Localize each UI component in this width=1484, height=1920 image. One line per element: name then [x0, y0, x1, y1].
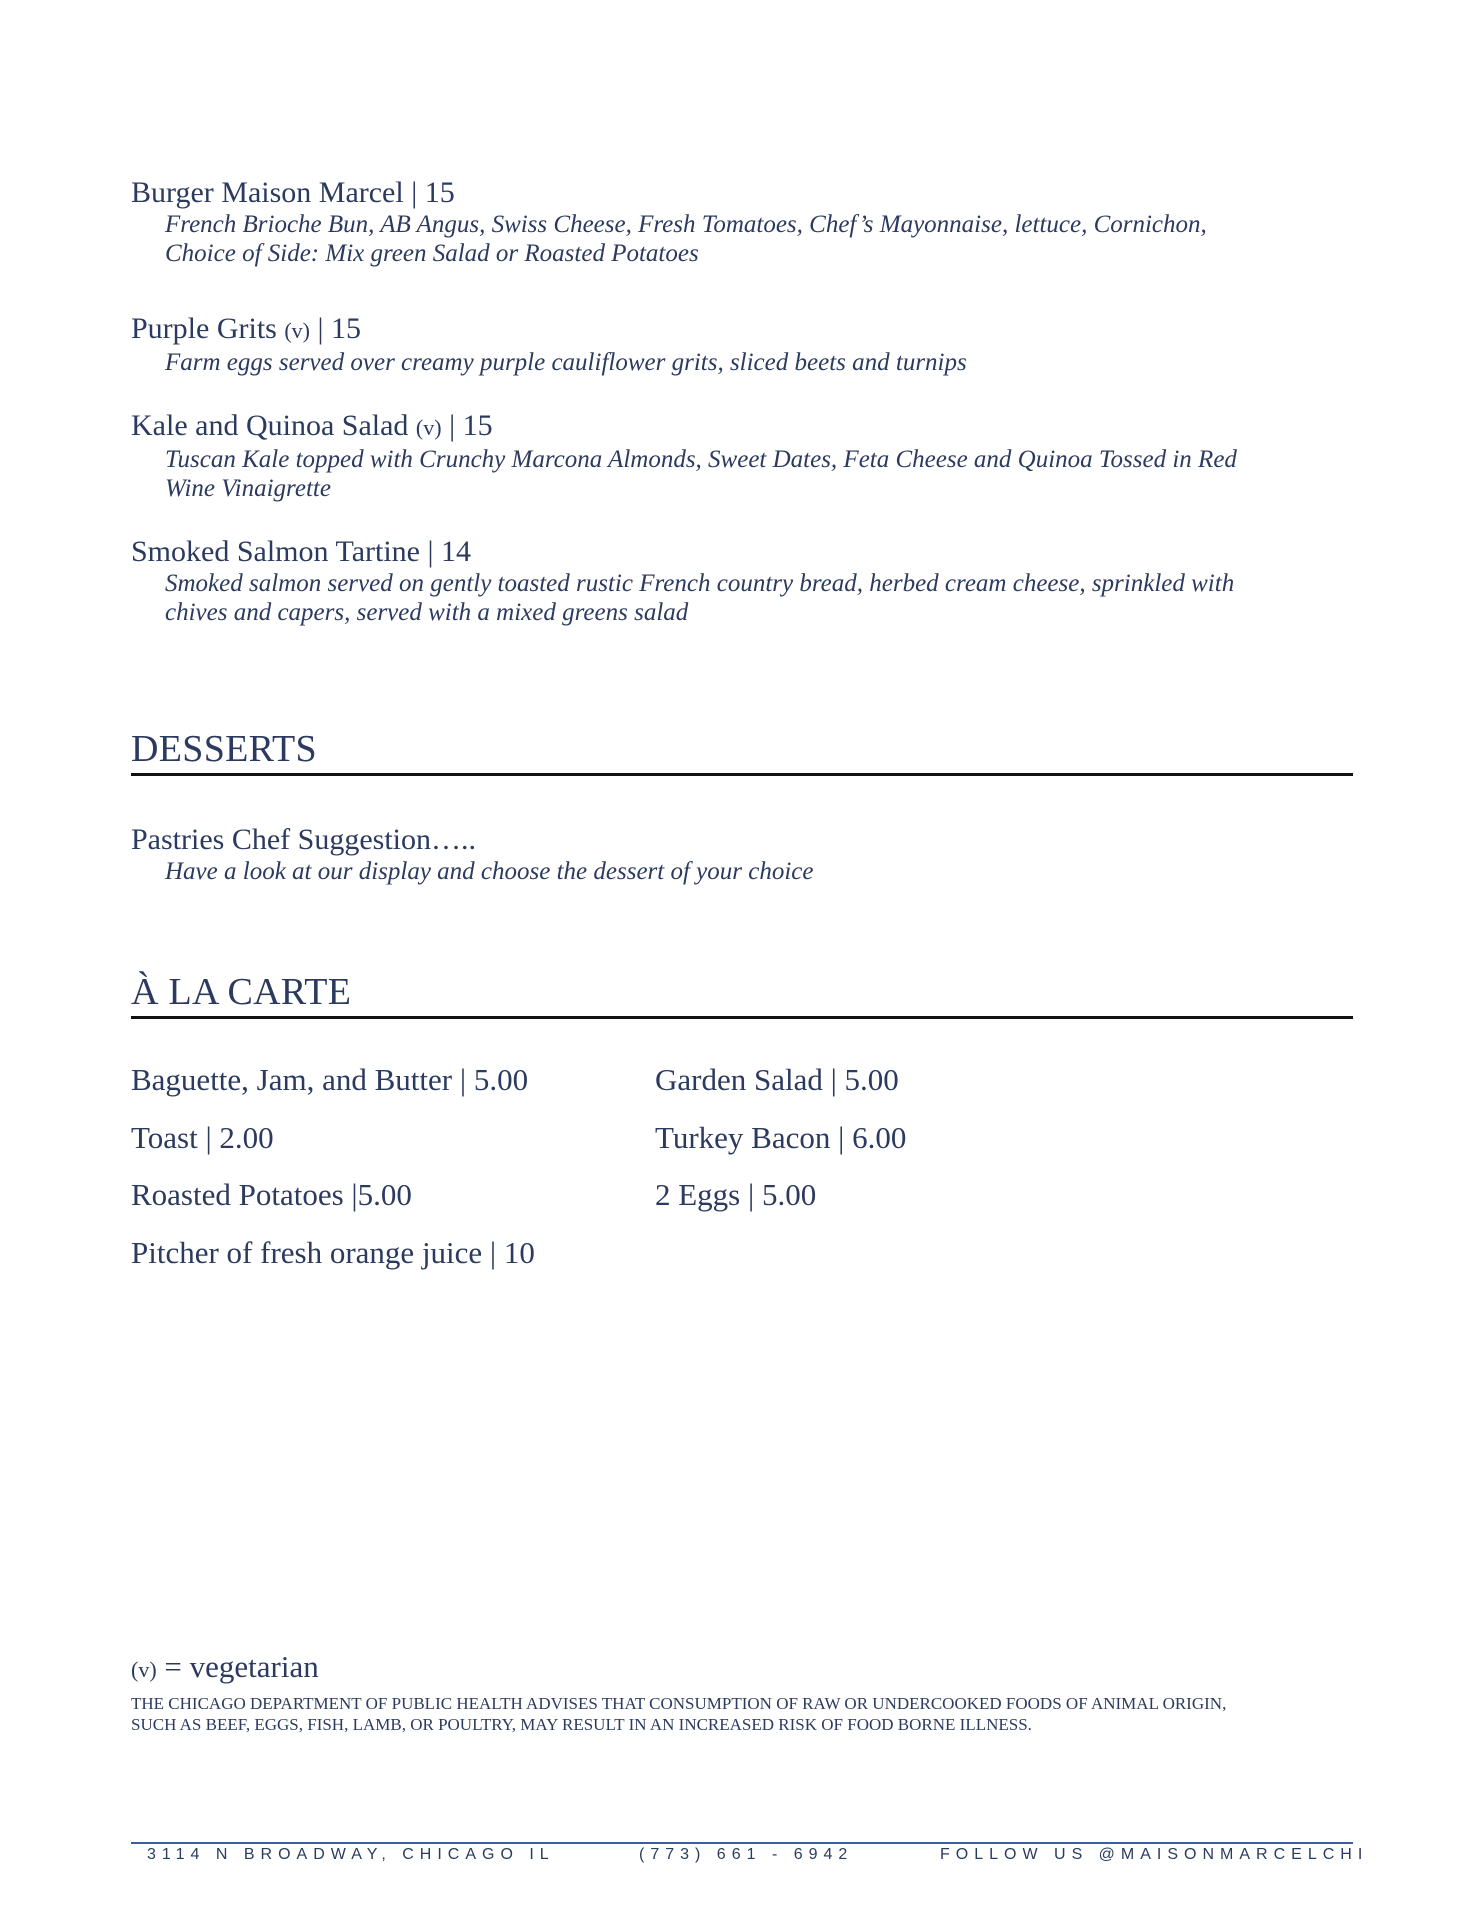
- menu-item-description: [165, 210, 1353, 268]
- menu-item-pastries: [131, 823, 1353, 886]
- legend-text: = vegetarian: [156, 1649, 319, 1684]
- alacarte-item: Garden Salad | 5.00: [655, 1062, 899, 1097]
- advisory-line: SUCH AS BEEF, EGGS, FISH, LAMB, OR POULTRY, MAY RESULT IN AN INCREASED RISK OF FOOD BORNE ILLNESS.: [131, 1715, 1032, 1734]
- menu-page: [131, 0, 1369, 1920]
- menu-item-title: [131, 535, 1353, 569]
- menu-item-smoked-salmon-tartine: [131, 535, 1353, 627]
- menu-item-purple-grits: [131, 312, 1353, 377]
- menu-item-name: Purple Grits: [131, 312, 285, 345]
- menu-item-description: [165, 348, 1353, 377]
- description-line: Smoked salmon served on gently toasted rustic French country bread, herbed cream cheese, sprinkled with: [165, 570, 1235, 597]
- desserts-heading: DESSERTS: [131, 727, 1353, 776]
- description-line: chives and capers, served with a mixed greens salad: [165, 599, 689, 626]
- description-line: Wine Vinaigrette: [165, 475, 331, 502]
- description-line: French Brioche Bun, AB Angus, Swiss Cheese, Fresh Tomatoes, Chef’s Mayonnaise, lettuce, Cornichon,: [165, 211, 1207, 238]
- footer-phone: (773) 661 - 6942: [639, 1846, 854, 1863]
- menu-item-price: | 14: [419, 535, 471, 568]
- description-line: Have a look at our display and choose the dessert of your choice: [165, 858, 814, 885]
- menu-item-description: [165, 445, 1353, 503]
- menu-item-price: | 15: [403, 176, 455, 209]
- alacarte-item: Roasted Potatoes |5.00: [131, 1177, 412, 1212]
- menu-item-description: [165, 569, 1353, 627]
- advisory-line: THE CHICAGO DEPARTMENT OF PUBLIC HEALTH ADVISES THAT CONSUMPTION OF RAW OR UNDERCOOKED FOODS OF ANIMAL ORIGIN,: [131, 1694, 1227, 1713]
- alacarte-item: 2 Eggs | 5.00: [655, 1177, 817, 1212]
- alacarte-item: Baguette, Jam, and Butter | 5.00: [131, 1062, 529, 1097]
- description-line: Choice of Side: Mix green Salad or Roasted Potatoes: [165, 240, 699, 267]
- menu-item-title: [131, 176, 1353, 210]
- menu-item-name: Smoked Salmon Tartine: [131, 535, 420, 568]
- description-line: Tuscan Kale topped with Crunchy Marcona Almonds, Sweet Dates, Feta Cheese and Quinoa Tossed in Red: [165, 446, 1237, 473]
- menu-item-title: [131, 312, 1353, 348]
- description-line: Farm eggs served over creamy purple cauliflower grits, sliced beets and turnips: [165, 349, 967, 376]
- footer-divider: [131, 1842, 1353, 1844]
- vegetarian-legend: [131, 1649, 319, 1688]
- alacarte-item: Pitcher of fresh orange juice | 10: [131, 1235, 535, 1270]
- vegetarian-mark: (v): [131, 1657, 157, 1682]
- menu-item-price: | 15: [309, 312, 361, 345]
- menu-item-name: Burger Maison Marcel: [131, 176, 404, 209]
- alacarte-heading: À LA CARTE: [131, 970, 1353, 1019]
- menu-item-name: Kale and Quinoa Salad: [131, 409, 416, 442]
- vegetarian-mark: (v): [284, 318, 310, 343]
- footer-address: 3114 N BROADWAY, CHICAGO IL: [147, 1846, 555, 1863]
- menu-item-price: | 15: [441, 409, 493, 442]
- alacarte-item: Toast | 2.00: [131, 1120, 274, 1155]
- footer-social: FOLLOW US @MAISONMARCELCHI: [940, 1846, 1369, 1863]
- vegetarian-mark: (v): [415, 415, 442, 440]
- menu-item-title: [131, 409, 1353, 445]
- menu-item-description: [165, 857, 1353, 886]
- menu-item-name: Pastries Chef Suggestion…..: [131, 823, 476, 856]
- menu-item-burger: [131, 176, 1353, 268]
- menu-item-kale-quinoa-salad: [131, 409, 1353, 503]
- health-advisory: [131, 1693, 1353, 1735]
- alacarte-item: Turkey Bacon | 6.00: [655, 1120, 907, 1155]
